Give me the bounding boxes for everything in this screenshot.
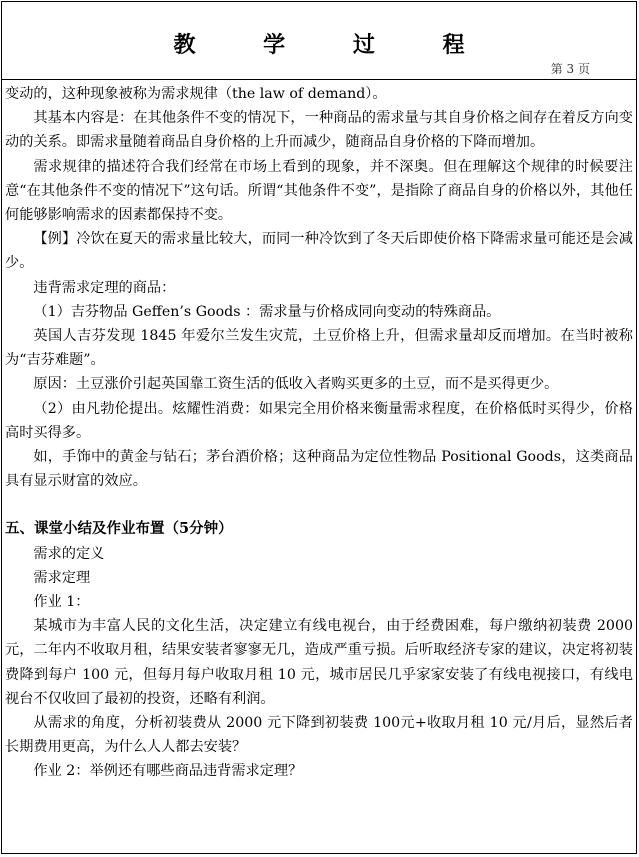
page-title: 教 学 过 程: [173, 32, 495, 58]
paragraph: 从需求的角度，分析初装费从 2000 元下降到初装费 100元+收取月租 10 元/月后，显然后者长期费用更高，为什么人人都去安装？: [5, 715, 633, 756]
page-header: [2, 2, 636, 80]
paragraph: 变动的，这种现象被称为需求规律（the law of demand）。: [5, 86, 387, 102]
list-item: （2）由凡勃伦提出。炫耀性消费：如果完全用价格来衡量需求程度，在价格低时买得少，价格高时买得多。: [5, 400, 633, 441]
paragraph: 如，手饰中的黄金与钻石；茅台酒价格；这种商品为定位性物品 Positional Goods，这类商品具有显示财富的效应。: [5, 449, 633, 490]
lesson-page: [1, 1, 637, 854]
section-heading: 五、课堂小结及作业布置（5分钟）: [5, 520, 233, 538]
page-body: [5, 82, 633, 784]
paragraph: 其基本内容是：在其他条件不变的情况下，一种商品的需求量与其自身价格之间存在着反方向变动的关系。即需求量随着商品自身价格的上升而减少，随商品自身价格的下降而增加。: [5, 110, 633, 151]
paragraph: 英国人吉芬发现 1845 年爱尔兰发生灾荒，土豆价格上升，但需求量却反而增加。在当时被称为“吉芬难题”。: [5, 328, 633, 369]
example-paragraph: 【例】冷饮在夏天的需求量比较大，而同一种冷饮到了冬天后即使价格下降需求量可能还是会减少。: [5, 231, 633, 272]
homework-label: 作业 1：: [33, 594, 90, 611]
summary-item: 需求定理: [33, 569, 91, 586]
paragraph: 需求规律的描述符合我们经常在市场上看到的现象，并不深奥。但在理解这个规律的时候要注意“在其他条件不变的情况下”这句话。所谓“其他条件不变”，是指除了商品自身的价格以外，其他任何能够影响需求的因素都保持不变。: [5, 158, 633, 224]
list-item: （1）吉芬物品 Geffen’s Goods ：需求量与价格成同向变动的特殊商品。: [33, 303, 501, 320]
summary-item: 需求的定义: [33, 545, 105, 562]
homework-item: 作业 2：举例还有哪些商品违背需求定理？: [33, 763, 303, 780]
paragraph: 原因：土豆涨价引起英国靠工资生活的低收入者购买更多的土豆，而不是买得更少。: [33, 376, 559, 393]
paragraph: 某城市为丰富人民的文化生活，决定建立有线电视台，由于经费困难，每户缴纳初装费 2000 元，二年内不收取月租，结果安装者寥寥无几，造成严重亏损。后听取经济专家的建议，决定将初装费降到每户 100 元，但每月每户收取月租 10 元，城市居民几乎家家安装了有线电视接口，有线电视台不仅收回了最初的投资，还略有利润。: [5, 618, 633, 707]
page-number: 第 3 页: [550, 62, 590, 76]
paragraph: 违背需求定理的商品：: [33, 279, 176, 296]
